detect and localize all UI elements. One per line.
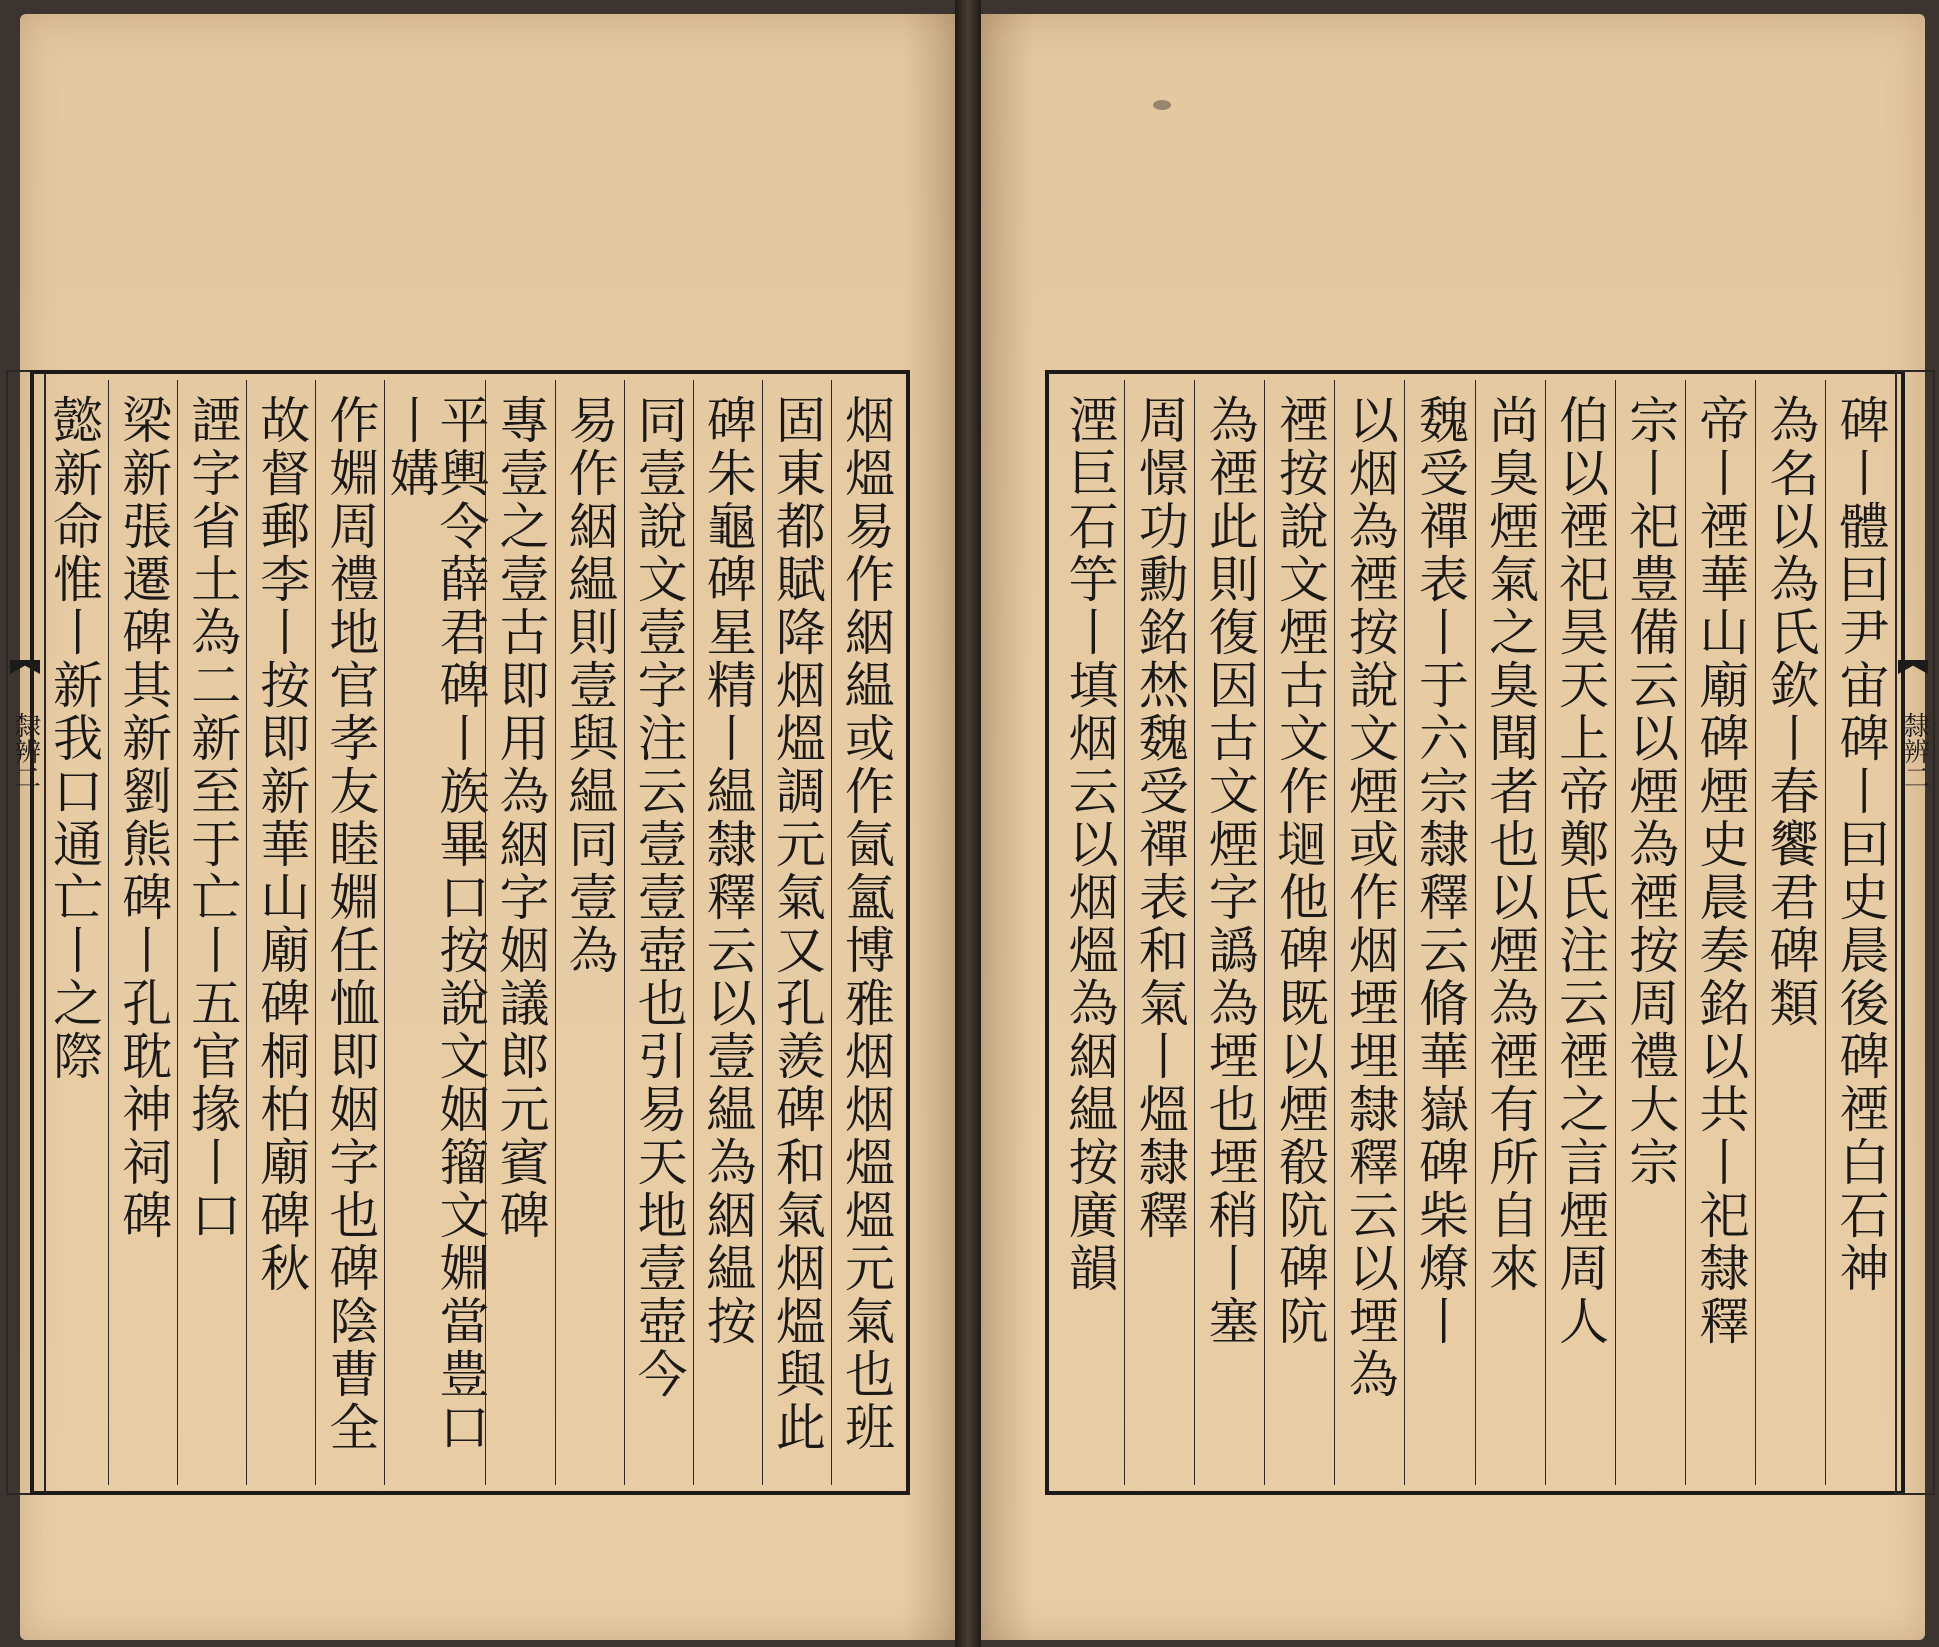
- text-column: 碑丨體囙尹宙碑丨囙史晨後碑禋白石神: [1825, 380, 1895, 1485]
- text-column: 周憬功勳銘㷊魏受禪表和氣丨熅隸釋: [1124, 380, 1194, 1485]
- text-column: 以烟為禋按說文煙或作烟堙埋隸釋云以堙為: [1334, 380, 1404, 1485]
- right-columns: [1055, 380, 1895, 1485]
- text-column: 作婣周禮地官孝友睦婣任恤即姻字也碑陰曹全: [315, 380, 384, 1485]
- book-gutter: [955, 0, 981, 1647]
- text-column: 懿新命惟丨新我口通亡丨之際: [45, 394, 104, 1083]
- ink-stain: [1153, 100, 1171, 110]
- text-column: 為禋此則復因古文煙字譌為堙也堙稍丨塞: [1194, 380, 1264, 1485]
- right-margin-column: [1895, 370, 1935, 1495]
- text-column: 尚臭煙氣之臭聞者也以煙為禋有所自來: [1475, 380, 1545, 1485]
- left-columns: [40, 380, 900, 1485]
- text-column: 烟熅易作絪緼或作氤氳博雅烟烟熅熅元氣也班: [831, 380, 900, 1485]
- text-column: 魏受禪表丨于六宗隸釋云脩華嶽碑柴燎丨: [1404, 380, 1474, 1485]
- right-margin-title: 隸辨二: [1899, 712, 1930, 790]
- text-column: 伯以禋祀昊天上帝鄭氏注云禋之言煙周人: [1545, 380, 1615, 1485]
- text-column: 禋按說文煙古文作𡏁他碑既以煙殽阬碑阬: [1264, 380, 1334, 1485]
- text-column: 帝丨禋華山廟碑煙史晨奏銘以共丨祀隸釋: [1685, 380, 1755, 1485]
- text-column: 湮巨石竽丨填烟云以烟熅為絪緼按廣韻: [1060, 394, 1119, 1295]
- text-column: 為名以為氏欽丨春饗君碑類: [1755, 380, 1825, 1485]
- text-column: 梁新張遷碑其新劉熊碑丨孔耽神祠碑: [108, 380, 177, 1485]
- left-text-frame: [30, 370, 910, 1495]
- text-column: 諲字省土為二新至于亡丨五官掾丨口: [177, 380, 246, 1485]
- text-column: 固東都賦降烟熅調元氣又孔羨碑和氣烟熅與此: [762, 380, 831, 1485]
- left-margin-title: 隸辨二: [10, 712, 41, 790]
- right-text-frame: [1045, 370, 1905, 1495]
- text-column: 同壹說文壹字注云壹壹壺也引易天地壹壺今: [624, 380, 693, 1485]
- text-column: 專壹之壹古即用為絪字姻議郎元賓碑: [485, 380, 554, 1485]
- text-column: 平輿令薛君碑丨族畢口按說文姻籀文婣當豊口丨媾: [384, 380, 485, 1485]
- text-column: 易作絪緼則壹與緼同壹為: [555, 380, 624, 1485]
- text-column: 故督郵李丨按即新華山廟碑桐柏廟碑秋: [246, 380, 315, 1485]
- text-column: 碑朱龜碑星精丨緼隸釋云以壹緼為絪緼按: [693, 380, 762, 1485]
- text-column: 宗丨祀豊備云以煙為禋按周禮大宗: [1615, 380, 1685, 1485]
